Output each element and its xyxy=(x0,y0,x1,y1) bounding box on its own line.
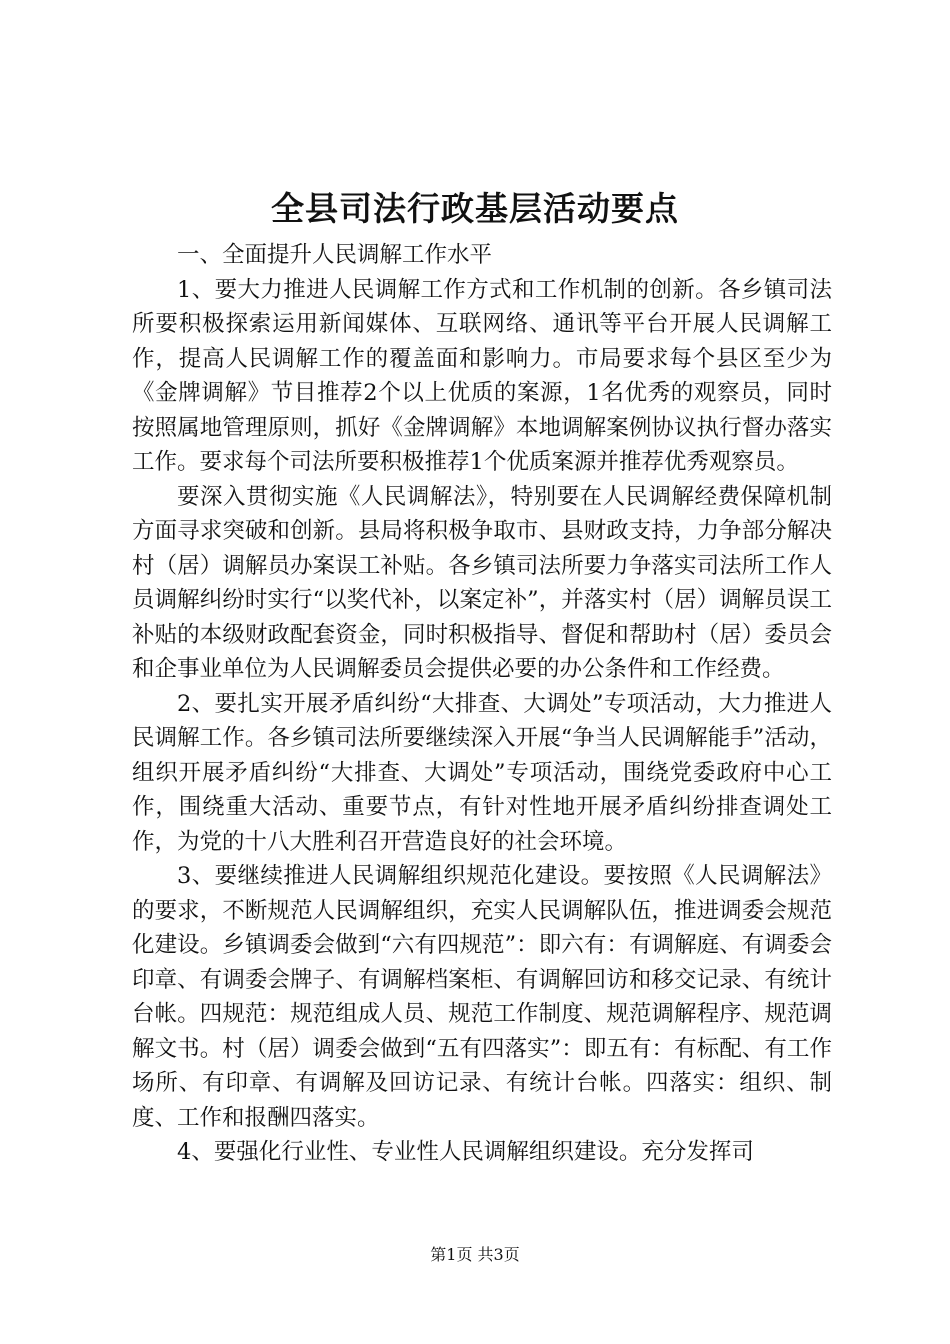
section-heading: 一、全面提升人民调解工作水平 xyxy=(177,242,493,268)
paragraph-4: 3、要继续推进人民调解组织规范化建设。要按照《人民调解法》的要求，不断规范人民调解组织，充实人民调解队伍，推进调委会规范化建设。乡镇调委会做到“六有四规范”：即六有：有调解庭、有调委会印章、有调委会牌子、有调解档案柜、有调解回访和移交记录、有统计台帐。四规范：规范组成人员、规范工作制度、规范调解程序、规范调解文书。村（居）调委会做到“五有四落实”：即五有：有标配、有工作场所、有印章、有调解及回访记录、有统计台帐。四落实：组织、制度、工作和报酬四落实。 xyxy=(132,863,832,1131)
page-indicator: 第1页 共3页 xyxy=(430,1245,520,1264)
document-title: 全县司法行政基层活动要点 xyxy=(271,189,679,228)
document-body xyxy=(132,238,832,1170)
paragraph-1: 1、要大力推进人民调解工作方式和工作机制的创新。各乡镇司法所要积极探索运用新闻媒体、互联网络、通讯等平台开展人民调解工作，提高人民调解工作的覆盖面和影响力。市局要求每个县区至少为《金牌调解》节目推荐2个以上优质的案源，1名优秀的观察员，同时按照属地管理原则，抓好《金牌调解》本地调解案例协议执行督办落实工作。要求每个司法所要积极推荐1个优质案源并推荐优秀观察员。 xyxy=(132,276,832,475)
paragraph-2: 要深入贯彻实施《人民调解法》，特别要在人民调解经费保障机制方面寻求突破和创新。县局将积极争取市、县财政支持，力争部分解决村（居）调解员办案误工补贴。各乡镇司法所要力争落实司法所工作人员调解纠纷时实行“以奖代补，以案定补”，并落实村（居）调解员误工补贴的本级财政配套资金，同时积极指导、督促和帮助村（居）委员会和企事业单位为人民调解委员会提供必要的办公条件和工作经费。 xyxy=(132,483,832,682)
page-footer xyxy=(0,1244,950,1266)
paragraph-3: 2、要扎实开展矛盾纠纷“大排查、大调处”专项活动，大力推进人民调解工作。各乡镇司法所要继续深入开展“争当人民调解能手”活动，组织开展矛盾纠纷“大排查、大调处”专项活动，围绕党委政府中心工作，围绕重大活动、重要节点，有针对性地开展矛盾纠纷排查调处工作，为党的十八大胜利召开营造良好的社会环境。 xyxy=(132,690,832,855)
paragraph-5: 4、要强化行业性、专业性人民调解组织建设。充分发挥司 xyxy=(177,1139,754,1165)
